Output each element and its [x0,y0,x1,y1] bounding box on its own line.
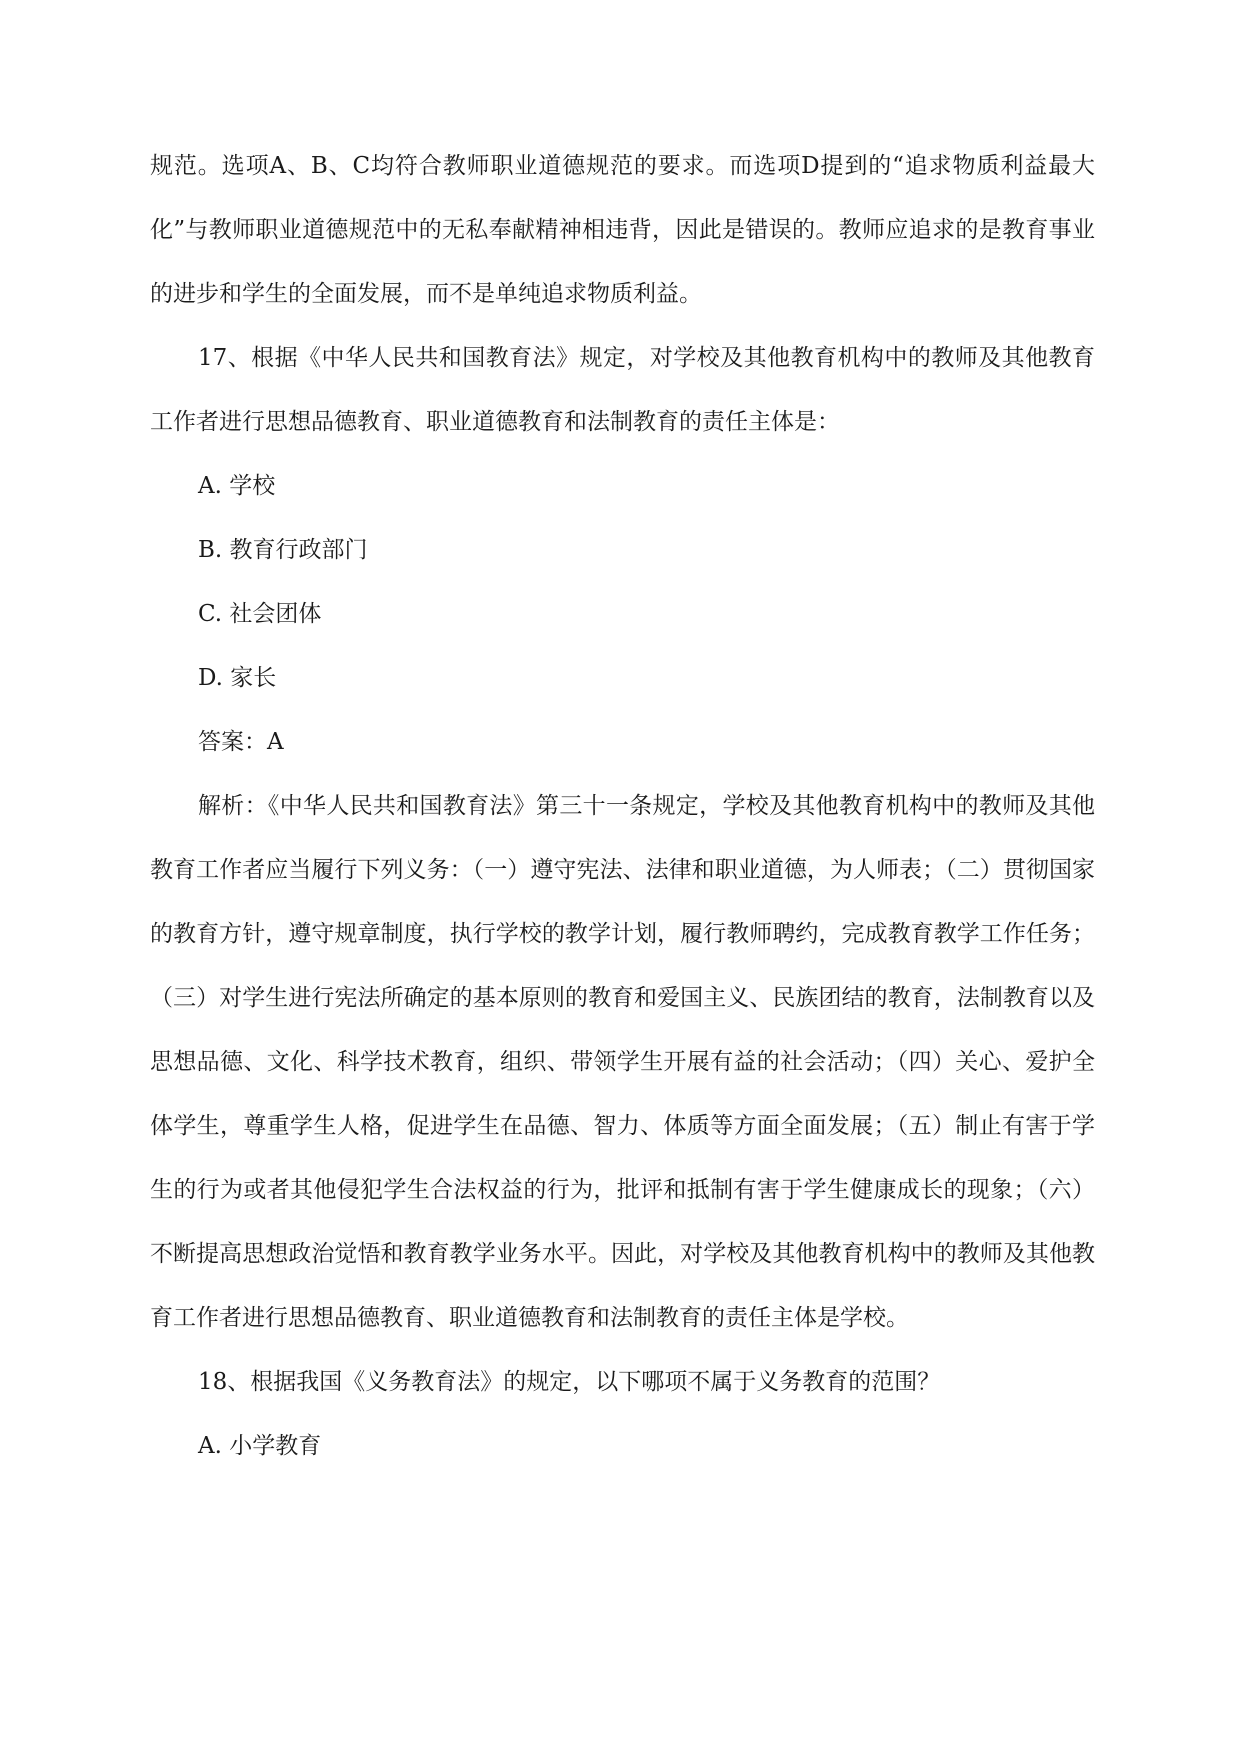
q17-answer: 答案：A [198,729,284,755]
continued-paragraph: 规范。选项A、B、C均符合教师职业道德规范的要求。而选项D提到的“追求物质利益最大化”与教师职业道德规范中的无私奉献精神相违背，因此是错误的。教师应追求的是教育事业的进步和学生的全面发展，而不是单纯追求物质利益。 [150,153,1095,307]
question-17: 17、根据《中华人民共和国教育法》规定，对学校及其他教育机构中的教师及其他教育工作者进行思想品德教育、职业道德教育和法制教育的责任主体是： [150,345,1095,435]
question-18: 18、根据我国《义务教育法》的规定，以下哪项不属于义务教育的范围？ [198,1369,941,1395]
document-page [150,134,1095,1478]
q17-option-b: B. 教育行政部门 [198,537,368,563]
q17-option-a: A. 学校 [198,473,276,499]
q17-option-c: C. 社会团体 [198,601,322,627]
q17-analysis: 解析：《中华人民共和国教育法》第三十一条规定，学校及其他教育机构中的教师及其他教育工作者应当履行下列义务：（一）遵守宪法、法律和职业道德，为人师表；（二）贯彻国家的教育方针，遵守规章制度，执行学校的教学计划，履行教师聘约，完成教育教学工作任务；（三）对学生进行宪法所确定的基本原则的教育和爱国主义、民族团结的教育，法制教育以及思想品德、文化、科学技术教育，组织、带领学生开展有益的社会活动；（四）关心、爱护全体学生，尊重学生人格，促进学生在品德、智力、体质等方面全面发展；（五）制止有害于学生的行为或者其他侵犯学生合法权益的行为，批评和抵制有害于学生健康成长的现象；（六）不断提高思想政治觉悟和教育教学业务水平。因此，对学校及其他教育机构中的教师及其他教育工作者进行思想品德教育、职业道德教育和法制教育的责任主体是学校。 [150,793,1095,1331]
q18-option-a: A. 小学教育 [198,1433,322,1459]
q17-option-d: D. 家长 [198,665,277,691]
